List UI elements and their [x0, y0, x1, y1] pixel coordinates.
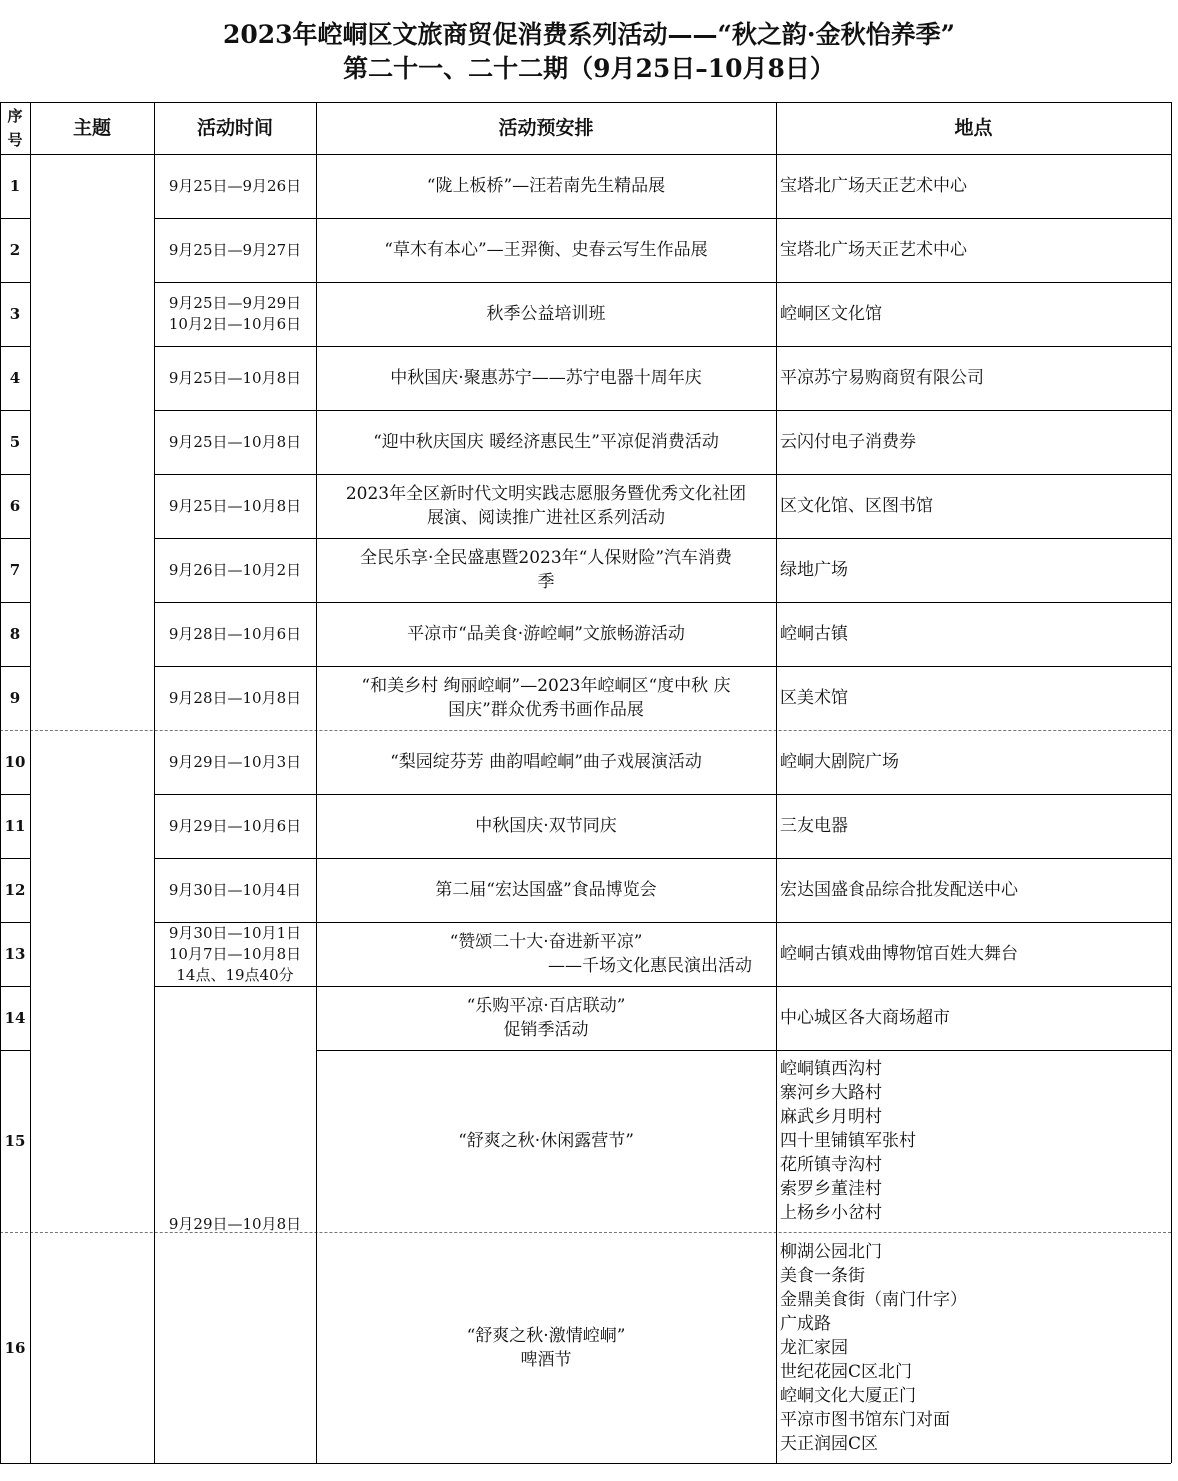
row-seq: 7	[9, 561, 21, 579]
row-activity-line: 中秋国庆·聚惠苏宁——苏宁电器十周年庆	[390, 368, 702, 388]
row-activity-line: 国庆”群众优秀书画作品展	[448, 700, 644, 720]
row-time-line: 9月30日—10月1日	[168, 923, 302, 942]
row-time-line: 9月25日—9月26日	[168, 176, 302, 195]
row-place-line: 上杨乡小岔村	[780, 1203, 882, 1223]
row-time	[154, 474, 316, 538]
row-place-line: 崆峒区文化馆	[780, 304, 882, 324]
row-place-line: 麻武乡月明村	[780, 1107, 882, 1127]
row-place	[776, 986, 1171, 1050]
header-seq	[0, 102, 30, 154]
table-rule	[776, 102, 777, 1463]
row-place-line: 寨河乡大路村	[780, 1083, 882, 1103]
table-rule	[0, 922, 30, 923]
row-activity	[316, 474, 776, 538]
row-time	[154, 538, 316, 602]
row-place-line: 绿地广场	[780, 560, 848, 580]
row-time-line: 9月30日—10月4日	[168, 880, 302, 899]
row-activity-line: 第二届“宏达国盛”食品博览会	[435, 880, 657, 900]
header-seq-char: 号	[7, 131, 23, 149]
row-seq: 15	[4, 1132, 26, 1150]
row-activity-line: 2023年全区新时代文明实践志愿服务暨优秀文化社团	[345, 484, 747, 504]
table-rule	[0, 102, 1, 1463]
row-time-line: 9月26日—10月2日	[168, 560, 302, 579]
row-time-line: 9月28日—10月8日	[168, 688, 302, 707]
row-time	[154, 282, 316, 346]
row-time	[154, 922, 316, 986]
table-rule	[154, 102, 155, 1463]
row-place	[776, 1050, 1171, 1232]
row-activity-line: “乐购平凉·百店联动”	[466, 996, 626, 1016]
row-place-line: 柳湖公园北门	[780, 1241, 882, 1262]
table-rule	[154, 666, 1171, 667]
table-rule	[154, 538, 1171, 539]
row-place-line: 龙汇家园	[780, 1337, 848, 1358]
row-activity-line: 中秋国庆·双节同庆	[475, 816, 617, 836]
row-place	[776, 730, 1171, 794]
row-place-line: 崆峒镇西沟村	[780, 1059, 882, 1079]
header-activity: 活动预安排	[498, 117, 594, 139]
row-place	[776, 1232, 1171, 1463]
row-activity	[316, 602, 776, 666]
table-rule	[0, 1463, 1171, 1464]
table-rule	[0, 154, 1171, 155]
row-seq: 12	[4, 881, 26, 899]
table-rule	[154, 474, 1171, 475]
row-activity-line: “舒爽之秋·休闲露营节”	[458, 1131, 634, 1151]
table-rule	[0, 218, 30, 219]
row-time-line: 9月29日—10月6日	[168, 816, 302, 835]
table-rule	[154, 794, 1171, 795]
row-time-line: 9月25日—10月8日	[168, 368, 302, 387]
row-place	[776, 410, 1171, 474]
row-place-line: 四十里铺镇军张村	[780, 1131, 916, 1151]
table-rule	[0, 102, 1171, 103]
table-rule	[0, 410, 30, 411]
header-place: 地点	[954, 117, 993, 139]
row-activity	[316, 346, 776, 410]
table-rule	[0, 282, 30, 283]
row-place-line: 广成路	[780, 1313, 831, 1334]
row-time-line: 10月2日—10月6日	[168, 315, 302, 333]
table-rule	[0, 1050, 30, 1051]
header-seq-char: 序	[7, 107, 23, 125]
table-rule	[0, 346, 30, 347]
row-activity	[316, 1232, 776, 1463]
table-rule	[30, 102, 31, 1463]
row-place	[776, 346, 1171, 410]
row-time-line: 9月29日—10月3日	[168, 752, 302, 771]
row-seq: 6	[9, 497, 21, 515]
row-time	[154, 410, 316, 474]
row-place	[776, 282, 1171, 346]
row-activity	[316, 666, 776, 730]
row-activity	[316, 1050, 776, 1232]
page-subtitle: 第二十一、二十二期（9月25日–10月8日）	[343, 54, 835, 83]
row-place-line: 宏达国盛食品综合批发配送中心	[780, 880, 1018, 900]
row-place-line: 平凉苏宁易购商贸有限公司	[780, 368, 984, 388]
row-place-line: 崆峒古镇	[780, 624, 848, 644]
row-place-line: 云闪付电子消费券	[780, 432, 916, 452]
table-rule	[316, 102, 317, 1463]
table-rule	[316, 1050, 1171, 1051]
row-activity-line: 啤酒节	[520, 1349, 572, 1370]
row-activity	[316, 986, 776, 1050]
row-place-line: 宝塔北广场天正艺术中心	[780, 176, 967, 196]
table-rule	[154, 602, 1171, 603]
row-place-line: 崆峒大剧院广场	[780, 752, 899, 772]
table-rule	[154, 922, 1171, 923]
row-activity-line: 平凉市“品美食·游崆峒”文旅畅游活动	[407, 624, 685, 644]
row-place	[776, 922, 1171, 986]
row-activity-line: 季	[537, 572, 555, 592]
row-seq: 3	[9, 305, 21, 323]
row-place	[776, 858, 1171, 922]
row-activity-line: 展演、阅读推广进社区系列活动	[427, 508, 665, 528]
row-place-line: 三友电器	[780, 816, 848, 836]
row-seq: 1	[9, 177, 21, 195]
table-rule	[0, 602, 30, 603]
row-time	[154, 346, 316, 410]
row-time-line: 10月7日—10月8日	[168, 944, 302, 963]
table-rule	[154, 282, 1171, 283]
table-rule	[1171, 102, 1172, 1463]
row-activity-line: “梨园绽芬芳 曲韵唱崆峒”曲子戏展演活动	[390, 752, 702, 772]
row-time-line: 9月25日—10月8日	[168, 432, 302, 451]
row-time-line: 9月25日—10月8日	[168, 496, 302, 515]
row-time-line: 14点、19点40分	[176, 965, 294, 984]
row-seq: 4	[9, 369, 21, 387]
row-place-line: 宝塔北广场天正艺术中心	[780, 240, 967, 260]
row-time-line: 9月25日—9月27日	[168, 240, 302, 259]
table-rule	[0, 666, 30, 667]
row-time	[154, 666, 316, 730]
row-seq: 14	[4, 1009, 26, 1027]
table-rule	[0, 858, 30, 859]
row-activity	[316, 154, 776, 218]
table-rule	[154, 346, 1171, 347]
table-rule	[154, 218, 1171, 219]
table-rule	[0, 474, 30, 475]
row-time	[154, 218, 316, 282]
row-seq: 10	[4, 753, 26, 771]
row-place-line: 崆峒文化大厦正门	[780, 1385, 916, 1406]
merged-time: 9月29日—10月8日	[168, 1215, 302, 1233]
table-rule	[154, 410, 1171, 411]
row-place	[776, 602, 1171, 666]
table-rule	[0, 538, 30, 539]
table-rule	[0, 1232, 1171, 1233]
row-time	[154, 794, 316, 858]
row-activity-line: “和美乡村 绚丽崆峒”—2023年崆峒区“度中秋 庆	[361, 676, 731, 696]
row-seq: 9	[9, 689, 21, 707]
row-time-line: 9月25日—9月29日	[168, 294, 302, 312]
row-activity	[316, 538, 776, 602]
row-place-line: 崆峒古镇戏曲博物馆百姓大舞台	[780, 944, 1018, 964]
row-seq: 11	[4, 817, 26, 835]
row-place-line: 区文化馆、区图书馆	[780, 496, 933, 516]
row-place	[776, 218, 1171, 282]
row-place-line: 平凉市图书馆东门对面	[780, 1409, 950, 1430]
row-activity-line: 秋季公益培训班	[486, 304, 606, 324]
table-rule	[154, 858, 1171, 859]
header-time: 活动时间	[196, 117, 273, 139]
row-time	[154, 730, 316, 794]
row-time	[154, 602, 316, 666]
row-activity-line: ——千场文化惠民演出活动	[548, 956, 752, 976]
row-seq: 16	[4, 1338, 26, 1357]
row-activity-line: 全民乐享·全民盛惠暨2023年“人保财险”汽车消费	[359, 548, 733, 568]
table-rule	[0, 730, 1171, 731]
row-activity-line: “迎中秋庆国庆 暖经济惠民生”平凉促消费活动	[373, 432, 719, 452]
row-activity	[316, 922, 776, 986]
row-activity	[316, 730, 776, 794]
row-place-line: 世纪花园C区北门	[780, 1361, 913, 1382]
row-place	[776, 794, 1171, 858]
row-activity	[316, 794, 776, 858]
row-activity-line: “赞颂二十大·奋进新平凉”	[449, 932, 643, 952]
table-rule	[0, 986, 30, 987]
header-theme: 主题	[72, 117, 111, 139]
table-rule	[0, 794, 30, 795]
row-seq: 2	[9, 241, 21, 259]
page-title: 2023年崆峒区文旅商贸促消费系列活动——“秋之韵·金秋怡养季”	[222, 20, 956, 49]
row-seq: 8	[9, 625, 21, 643]
table-rule	[154, 986, 1171, 987]
row-activity	[316, 858, 776, 922]
row-time	[154, 858, 316, 922]
row-place	[776, 666, 1171, 730]
row-place	[776, 474, 1171, 538]
row-seq: 5	[9, 433, 21, 451]
row-place-line: 美食一条街	[780, 1265, 865, 1286]
row-activity	[316, 410, 776, 474]
row-activity	[316, 282, 776, 346]
row-place	[776, 154, 1171, 218]
row-place-line: 天正润园C区	[780, 1433, 879, 1454]
row-activity-line: “舒爽之秋·激情崆峒”	[466, 1325, 626, 1346]
row-time-line: 9月28日—10月6日	[168, 624, 302, 643]
row-activity-line: “草木有本心”—王羿衡、史春云写生作品展	[384, 240, 708, 260]
row-place-line: 区美术馆	[780, 688, 848, 708]
row-place-line: 金鼎美食街（南门什字）	[780, 1289, 967, 1310]
row-activity-line: “陇上板桥”—汪若南先生精品展	[426, 176, 666, 196]
row-seq: 13	[4, 945, 26, 963]
row-place	[776, 538, 1171, 602]
row-time	[154, 154, 316, 218]
row-activity	[316, 218, 776, 282]
row-place-line: 花所镇寺沟村	[780, 1155, 882, 1175]
row-place-line: 索罗乡董洼村	[780, 1179, 882, 1199]
row-activity-line: 促销季活动	[503, 1020, 589, 1040]
row-place-line: 中心城区各大商场超市	[780, 1008, 950, 1028]
